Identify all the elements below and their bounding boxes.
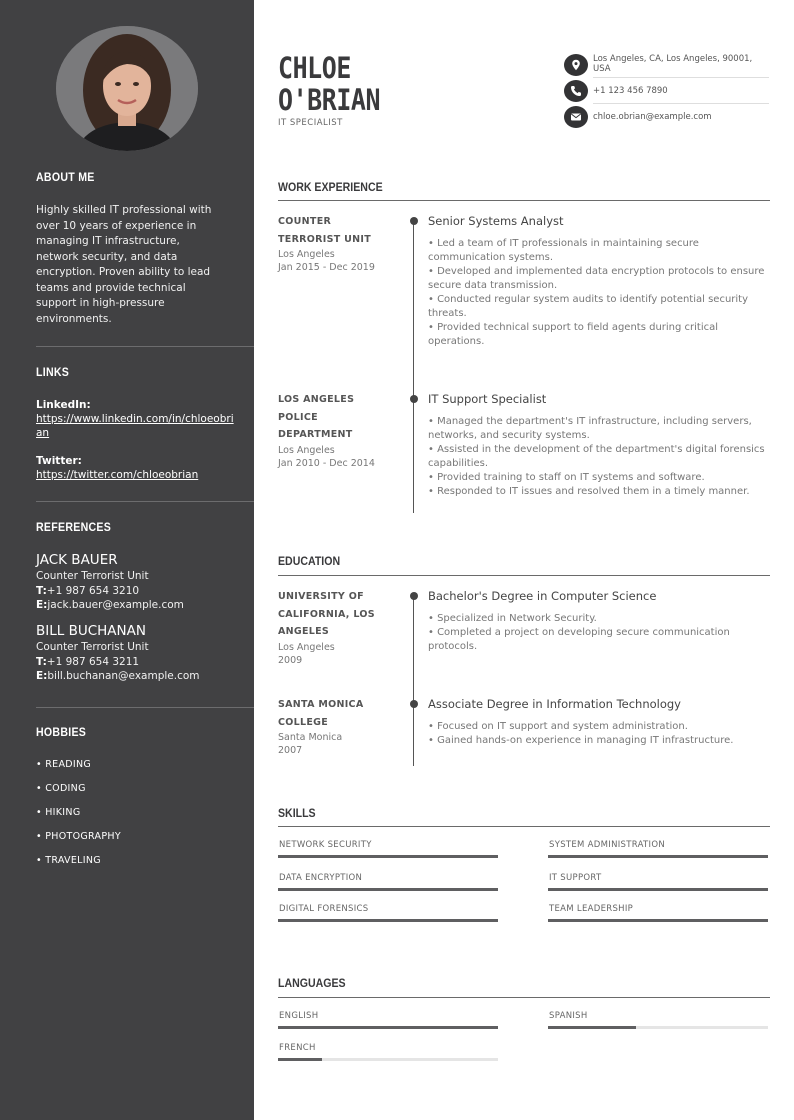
sidebar-divider [36, 501, 254, 502]
skill-item [548, 873, 768, 891]
duty-item: • Provided technical support to field agents during critical operations. [428, 321, 768, 349]
location-pin-icon [564, 54, 588, 76]
language-item [278, 1011, 498, 1029]
candidate-name [278, 52, 380, 116]
timeline-dot [410, 395, 418, 403]
skill-bar [548, 888, 768, 891]
organization-name-line: POLICE [278, 411, 318, 423]
entry-dates: 2007 [278, 745, 303, 756]
duty-item: • Provided training to staff on IT systems and software. [428, 471, 768, 485]
contact-phone [564, 80, 769, 102]
institution-name-line: UNIVERSITY OF [278, 591, 364, 602]
address-text: Los Angeles, CA, Los Angeles, 90001, USA [593, 54, 753, 74]
skill-bar-fill [548, 855, 768, 858]
job-title: Senior Systems Analyst [428, 214, 564, 228]
duty-item: • Responded to IT issues and resolved them in a timely manner. [428, 485, 768, 499]
skill-bar [278, 855, 498, 858]
job-duties-list [428, 415, 768, 499]
twitter-link-block [36, 454, 236, 482]
work-timeline [413, 221, 414, 513]
hobby-item: • CODING [36, 780, 121, 804]
hobby-item: • TRAVELING [36, 852, 121, 876]
last-name: O'BRIAN [278, 83, 381, 117]
organization-name-line: DEPARTMENT [278, 429, 353, 440]
skill-name: SYSTEM ADMINISTRATION [549, 840, 665, 850]
duty-item: • Managed the department's IT infrastructure, including servers, networks, and security systems. [428, 415, 768, 443]
email-label: E: [36, 670, 48, 682]
skill-bar [548, 855, 768, 858]
hobby-item: • READING [36, 756, 121, 780]
contact-divider [593, 103, 769, 104]
work-entry-organization [278, 391, 398, 470]
profile-photo [56, 26, 198, 151]
about-text: Highly skilled IT professional with over 10 years of experience in managing IT infrastructure, network security, and data encryption. Proven ability to lead teams and provide technical support in high-pressure environments. [36, 204, 212, 325]
skill-name: DIGITAL FORENSICS [279, 904, 369, 914]
duty-item: • Conducted regular system audits to identify potential security threats. [428, 293, 768, 321]
skill-name: NETWORK SECURITY [279, 840, 372, 850]
skill-bar-fill [278, 919, 498, 922]
education-entry-institution [278, 588, 398, 667]
entry-dates: 2009 [278, 654, 303, 666]
language-bar-fill [278, 1058, 322, 1061]
language-item [548, 1011, 768, 1029]
portrait-image [56, 26, 198, 151]
detail-item: • Specialized in Network Security. [428, 612, 768, 626]
education-heading: EDUCATION [278, 556, 341, 568]
sidebar-divider [36, 707, 254, 708]
linkedin-link-block [36, 398, 236, 440]
education-timeline [413, 596, 414, 766]
language-bar [548, 1026, 768, 1029]
organization-name-line: TERRORIST UNIT [278, 233, 372, 245]
skill-item [278, 873, 498, 891]
job-title: IT Support Specialist [428, 392, 547, 406]
about-heading: ABOUT ME [36, 172, 95, 184]
reference-email-value[interactable]: bill.buchanan@example.com [47, 670, 200, 682]
work-experience-heading: WORK EXPERIENCE [278, 182, 383, 194]
hobby-item: • PHOTOGRAPHY [36, 828, 121, 852]
timeline-dot [410, 700, 418, 708]
phone-label: T: [36, 584, 47, 597]
skill-item [548, 840, 768, 858]
duty-item: • Developed and implemented data encryption protocols to ensure secure data transmission. [428, 265, 768, 293]
sidebar [0, 0, 254, 1120]
linkedin-link[interactable]: https://www.linkedin.com/in/chloeobrian [36, 413, 234, 439]
entry-location: Los Angeles [278, 249, 335, 260]
detail-item: • Focused on IT support and system administration. [428, 720, 768, 734]
skill-bar-fill [278, 855, 498, 858]
skill-item [548, 904, 768, 922]
reference-phone-value: +1 987 654 3210 [46, 584, 140, 597]
reference-email-value[interactable]: jack.bauer@example.com [47, 599, 184, 611]
reference-item [36, 623, 246, 684]
language-bar [278, 1026, 498, 1029]
skill-bar [548, 919, 768, 922]
phone-text: +1 123 456 7890 [593, 86, 668, 96]
skill-bar-fill [548, 919, 768, 922]
reference-name: BILL BUCHANAN [36, 623, 146, 639]
email-icon [564, 106, 588, 128]
organization-name-line: COUNTER [278, 216, 332, 227]
section-divider [278, 575, 770, 576]
education-entry-institution [278, 696, 398, 757]
contact-divider [593, 77, 769, 78]
entry-dates: Jan 2010 - Dec 2014 [278, 457, 375, 469]
section-divider [278, 826, 770, 827]
hobby-item: • HIKING [36, 804, 121, 828]
language-name: ENGLISH [279, 1011, 319, 1021]
timeline-dot [410, 217, 418, 225]
institution-name-line: COLLEGE [278, 716, 329, 728]
language-bar-fill [548, 1026, 636, 1029]
first-name: CHLOE [278, 51, 351, 85]
job-role: IT SPECIALIST [278, 118, 343, 128]
language-bar [278, 1058, 498, 1061]
email-text[interactable]: chloe.obrian@example.com [593, 112, 712, 122]
references-heading: REFERENCES [36, 522, 112, 534]
reference-name: JACK BAUER [36, 552, 118, 568]
reference-email [36, 598, 246, 613]
detail-item: • Completed a project on developing secure communication protocols. [428, 626, 768, 654]
duty-item: • Led a team of IT professionals in maintaining secure communication systems. [428, 237, 768, 265]
detail-item: • Gained hands-on experience in managing IT infrastructure. [428, 734, 768, 748]
skill-name: DATA ENCRYPTION [279, 873, 363, 883]
reference-org: Counter Terrorist Unit [36, 570, 149, 582]
skill-item [278, 840, 498, 858]
phone-icon [564, 80, 588, 102]
hobbies-heading: HOBBIES [36, 727, 87, 739]
language-name: FRENCH [279, 1043, 316, 1053]
reference-email [36, 669, 246, 684]
work-entry-organization [278, 213, 398, 274]
institution-name-line: SANTA MONICA [278, 699, 364, 710]
timeline-dot [410, 592, 418, 600]
skill-bar-fill [278, 888, 498, 891]
reference-item [36, 552, 246, 613]
skill-bar [278, 888, 498, 891]
section-divider [278, 997, 770, 998]
skill-name: IT SUPPORT [549, 873, 602, 883]
twitter-link[interactable]: https://twitter.com/chloeobrian [36, 469, 199, 481]
hobbies-list [36, 756, 121, 876]
skill-bar-fill [548, 888, 768, 891]
email-label: E: [36, 599, 48, 611]
twitter-label: Twitter: [36, 455, 82, 467]
language-bar-fill [278, 1026, 498, 1029]
institution-name-line: ANGELES [278, 626, 330, 637]
skill-name: TEAM LEADERSHIP [549, 904, 634, 914]
entry-location: Los Angeles [278, 641, 335, 653]
job-duties-list [428, 237, 768, 349]
organization-name-line: LOS ANGELES [278, 394, 355, 405]
duty-item: • Assisted in the development of the department's digital forensics capabilities. [428, 443, 768, 471]
degree-title: Bachelor's Degree in Computer Science [428, 589, 657, 603]
skills-heading: SKILLS [278, 808, 316, 820]
language-item [278, 1043, 498, 1061]
sidebar-divider [36, 346, 254, 347]
contact-address [564, 54, 769, 76]
section-divider [278, 200, 770, 201]
degree-details-list [428, 612, 768, 654]
reference-org: Counter Terrorist Unit [36, 641, 149, 653]
links-heading: LINKS [36, 367, 70, 379]
linkedin-label: LinkedIn: [36, 399, 91, 411]
entry-location: Santa Monica [278, 732, 343, 743]
degree-title: Associate Degree in Information Technology [428, 697, 681, 711]
skill-bar [278, 919, 498, 922]
degree-details-list [428, 720, 768, 748]
reference-phone [36, 584, 246, 599]
institution-name-line: CALIFORNIA, LOS [278, 608, 375, 620]
reference-phone-value: +1 987 654 3211 [46, 655, 140, 668]
reference-phone [36, 655, 246, 670]
languages-heading: LANGUAGES [278, 978, 346, 990]
skill-item [278, 904, 498, 922]
contact-email [564, 106, 769, 128]
entry-location: Los Angeles [278, 444, 335, 456]
entry-dates: Jan 2015 - Dec 2019 [278, 262, 375, 273]
language-name: SPANISH [549, 1011, 588, 1021]
phone-label: T: [36, 655, 47, 668]
